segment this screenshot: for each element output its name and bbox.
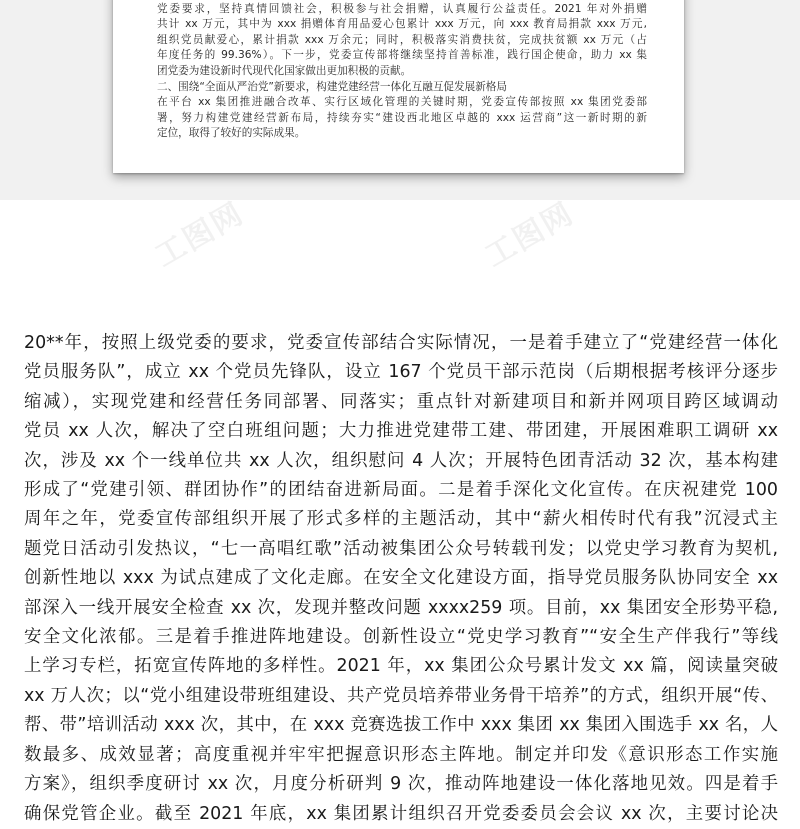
preview-line: 团党委为建设新时代现代化国家做出更加积极的贡献。 [157,64,412,77]
body-line: 部深入一线开展安全检查 xx 次，发现并整改问题 xxxx259 项。目前，xx 集团安全形势平稳, [24,597,778,618]
body-line: 创新性地以 xxx 为试点建成了文化走廊。在安全文化建设方面，指导党员服务队协同安全 xx [24,568,778,589]
body-line: 确保党管企业。截至 2021 年底，xx 集团累计组织召开党委委员会会议 xx 次，主要讨论决 [24,803,778,824]
preview-line: 组织党员献爱心，累计捐款 xxx 万余元；同时，积极落实消费扶贫，完成扶贫额 xx 万元（占 [157,33,647,46]
preview-line: 党委要求，坚持真情回馈社会，积极参与社会捐赠，认真履行公益责任。2021 年对外捐赠 [157,2,647,15]
document-page-preview [113,0,684,173]
preview-line: 定位，取得了较好的实际成果。 [157,127,306,140]
body-line: 缩减），实现党建和经营任务同部署、同落实；重点针对新建项目和新并网项目跨区域调动 [24,391,778,412]
body-line: 党员 xx 人次，解决了空白班组问题；大力推进党建带工建、带团建，开展困难职工调研 xx [24,421,778,442]
body-line: 周年之年，党委宣传部组织开展了形式多样的主题活动，其中“薪火相传时代有我”沉浸式主 [24,509,778,530]
preview-line: 署，努力构建党建经营新布局，持续夯实“建设西北地区卓越的 xxx 运营商”这一新时期的新 [157,111,647,124]
preview-line: 年度任务的 99.36%）。下一步，党委宣传部将继续坚持首善标准，践行国企使命，助力 xx 集 [157,49,647,62]
body-line: 20**年，按照上级党委的要求，党委宣传部结合实际情况，一是着手建立了“党建经营一体化 [24,333,778,353]
preview-line: 共计 xx 万元，其中为 xxx 捐赠体育用品爱心包累计 xxx 万元，向 xxx 教育局捐款 xxx 万元, [157,18,647,31]
body-line: 次，涉及 xx 个一线单位共 xx 人次，组织慰问 4 人次；开展特色团青活动 32 次，基本构建 [24,450,778,471]
preview-heading: 二、围绕“全面从严治党”新要求，构建党建经营一体化互融互促发展新格局 [157,80,507,93]
preview-line: 在平台 xx 集团推进融合改革、实行区域化管理的关键时期，党委宣传部按照 xx 集团党委部 [157,96,647,109]
body-line: 帮、带”培训活动 xxx 次，其中，在 xxx 竞赛选拔工作中 xxx 集团 xx 集团入围选手 xx 名，人 [24,715,778,736]
document-body [24,329,778,829]
body-line: 形成了“党建引领、群团协作”的团结奋进新局面。二是着手深化文化宣传。在庆祝建党 100 [24,480,778,501]
body-line: 方案》，组织季度研讨 xx 次，月度分析研判 9 次，推动阵地建设一体化落地见效。四是着手 [24,774,778,795]
body-line: xx 万人次；以“党小组建设带班组建设、共产党员培养带业务骨干培养”的方式，组织开展“传、 [24,685,778,706]
preview-text [157,0,647,142]
body-line: 党员服务队”，成立 xx 个党员先锋队，设立 167 个党员干部示范岗（后期根据考核评分逐步 [24,362,778,383]
watermark: 工图网 [479,195,581,275]
body-line: 上学习专栏，拓宽宣传阵地的多样性。2021 年，xx 集团公众号累计发文 xx 篇，阅读量突破 [24,656,778,677]
body-line: 题党日活动引发热议，“七一高唱红歌”活动被集团公众号转载刊发；以党史学习教育为契机, [24,538,778,559]
body-line: 安全文化浓郁。三是着手推进阵地建设。创新性设立“党史学习教育”“安全生产伴我行”等线 [24,627,778,648]
body-line: 数最多、成效显著；高度重视并牢牢把握意识形态主阵地。制定并印发《意识形态工作实施 [24,744,778,765]
watermark: 工图网 [149,195,251,275]
